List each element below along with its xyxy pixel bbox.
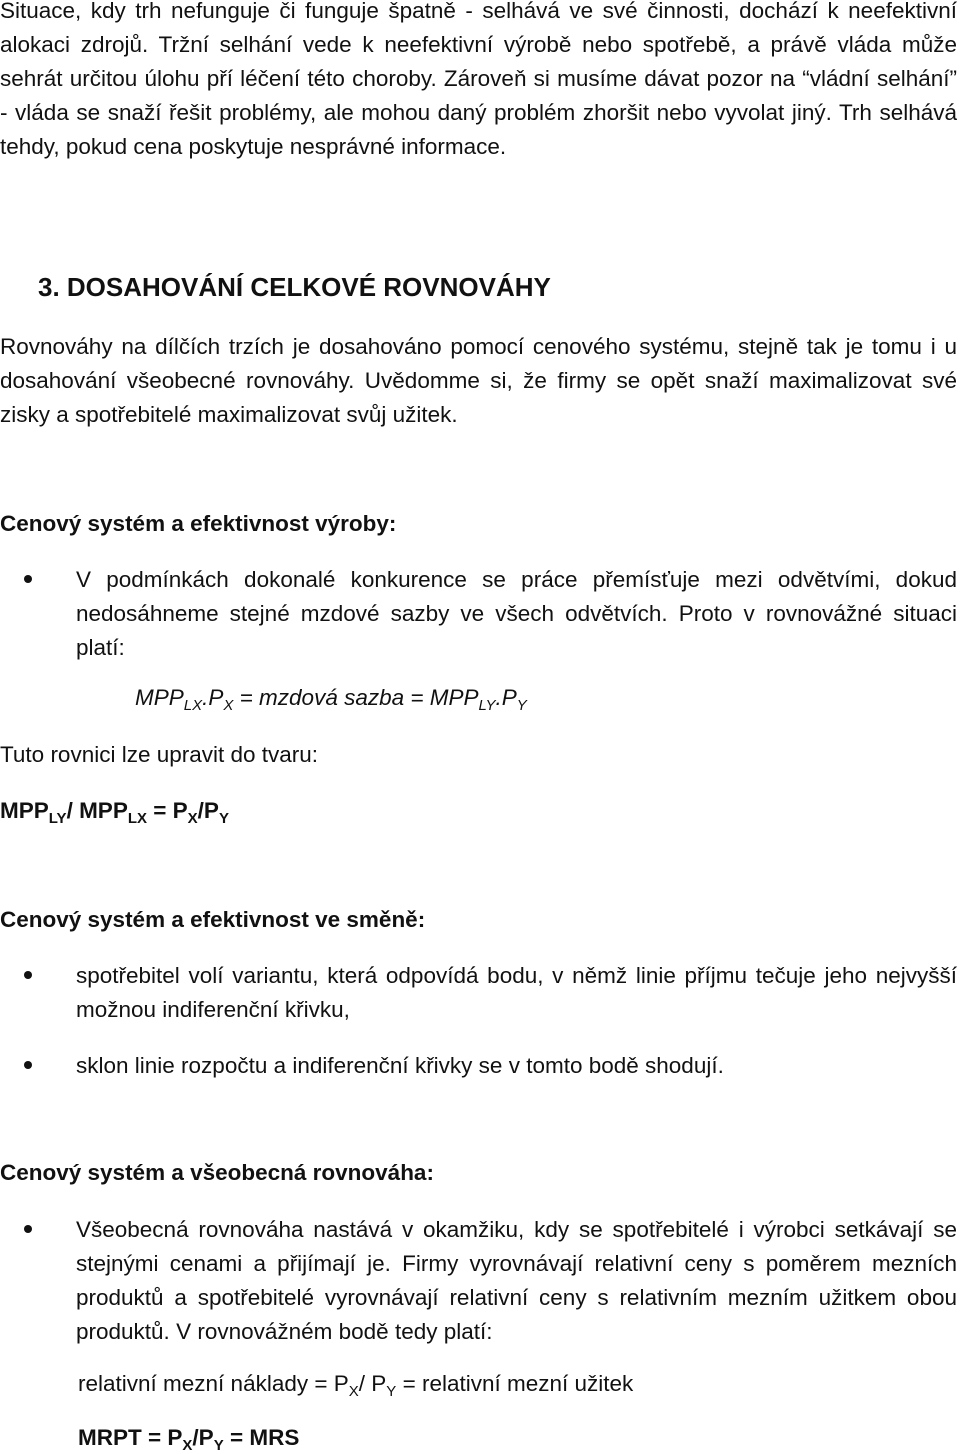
- bullet-icon: [24, 1225, 32, 1233]
- mrpt-formula: [78, 1425, 300, 1454]
- production-formula: [135, 685, 527, 714]
- exchange-bullet-1: [76, 959, 957, 1027]
- formula-subscript: LY: [478, 697, 496, 714]
- section-heading-3: 3. DOSAHOVÁNÍ CELKOVÉ ROVNOVÁHY: [38, 272, 551, 302]
- general-heading: Cenový systém a všeobecná rovnováha:: [0, 1160, 434, 1185]
- production-bullet-text: V podmínkách dokonalé konkurence se práce přemísťuje mezi odvětvími, dokud nedosáhneme stejné mzdové sazby ve všech odvětvích. Proto v rovnovážné situaci platí:: [76, 567, 957, 660]
- formula-subscript: Y: [218, 810, 229, 827]
- formula-subscript: X: [182, 1437, 193, 1454]
- production-heading: Cenový systém a efektivnost výroby:: [0, 511, 397, 536]
- formula-part: / P: [358, 1371, 387, 1396]
- formula-subscript: X: [348, 1383, 359, 1400]
- formula-subscript: X: [223, 697, 234, 714]
- relative-cost-formula: [78, 1371, 634, 1400]
- formula-subscript: X: [187, 810, 198, 827]
- exchange-bullet-text: sklon linie rozpočtu a indiferenční křivky se v tomto bodě shodují.: [76, 1053, 724, 1078]
- formula-part: /P: [197, 798, 219, 823]
- formula-subscript: LX: [183, 697, 203, 714]
- formula-part: = relativní mezní užitek: [396, 1371, 634, 1396]
- general-bullet-text: Všeobecná rovnováha nastává v okamžiku, kdy se spotřebitelé i výrobci setkávají se stejnými cenami a přijímají je. Firmy vyrovnávají relativní ceny s poměrem mezních produktů a spotřebitelé vyrovnávají relativní ceny s relativním mezním užitkem obou produktů. V rovnovážném bodě tedy platí:: [76, 1217, 957, 1344]
- section3-paragraph: Rovnováhy na dílčích trzích je dosahováno pomocí cenového systému, stejně tak je tomu i u dosahování všeobecné rovnováhy. Uvědomme si, že firmy se opět snaží maximalizovat své zisky a spotřebitelé maximalizovat svůj užitek.: [0, 334, 957, 427]
- formula-part: MPP: [135, 685, 184, 710]
- formula-subscript: LY: [48, 810, 67, 827]
- exchange-heading: Cenový systém a efektivnost ve směně:: [0, 907, 426, 932]
- exchange-bullet-2: [76, 1049, 957, 1083]
- formula-subscript: Y: [386, 1383, 397, 1400]
- formula-part: .P: [495, 685, 517, 710]
- bullet-icon: [24, 575, 32, 583]
- formula-part: = MRS: [223, 1425, 300, 1450]
- production-bullet: [76, 563, 957, 665]
- formula-subscript: LX: [127, 810, 147, 827]
- formula-part: relativní mezní náklady = P: [78, 1371, 349, 1396]
- formula-part: .P: [202, 685, 224, 710]
- formula-part: /P: [192, 1425, 214, 1450]
- bullet-icon: [24, 1061, 32, 1069]
- formula-subscript: Y: [213, 1437, 224, 1454]
- formula-subscript: Y: [516, 697, 527, 714]
- formula-part: = mzdová sazba = MPP: [233, 685, 479, 710]
- formula-part: / MPP: [66, 798, 128, 823]
- rewrite-text: Tuto rovnici lze upravit do tvaru:: [0, 742, 319, 767]
- intro-paragraph: Situace, kdy trh nefunguje či funguje špatně - selhává ve své činnosti, dochází k neefektivní alokaci zdrojů. Tržní selhání vede k neefektivní výrobě nebo spotřebě, a právě vláda může sehrát určitou úlohu pří léčení této choroby. Zároveň si musíme dávat pozor na “vládní selhání” - vláda se snaží řešit problémy, ale mohou daný problém zhoršit nebo vyvolat jiný. Trh selhává tehdy, pokud cena poskytuje nesprávné informace.: [0, 0, 957, 159]
- general-bullet: [76, 1213, 957, 1349]
- bullet-icon: [24, 971, 32, 979]
- production-ratio-formula: [0, 798, 229, 827]
- formula-part: = P: [147, 798, 188, 823]
- formula-part: MRPT = P: [78, 1425, 183, 1450]
- exchange-bullet-text: spotřebitel volí variantu, která odpovídá bodu, v němž linie příjmu tečuje jeho nejvyšší možnou indiferenční křivku,: [76, 963, 957, 1022]
- formula-part: MPP: [0, 798, 49, 823]
